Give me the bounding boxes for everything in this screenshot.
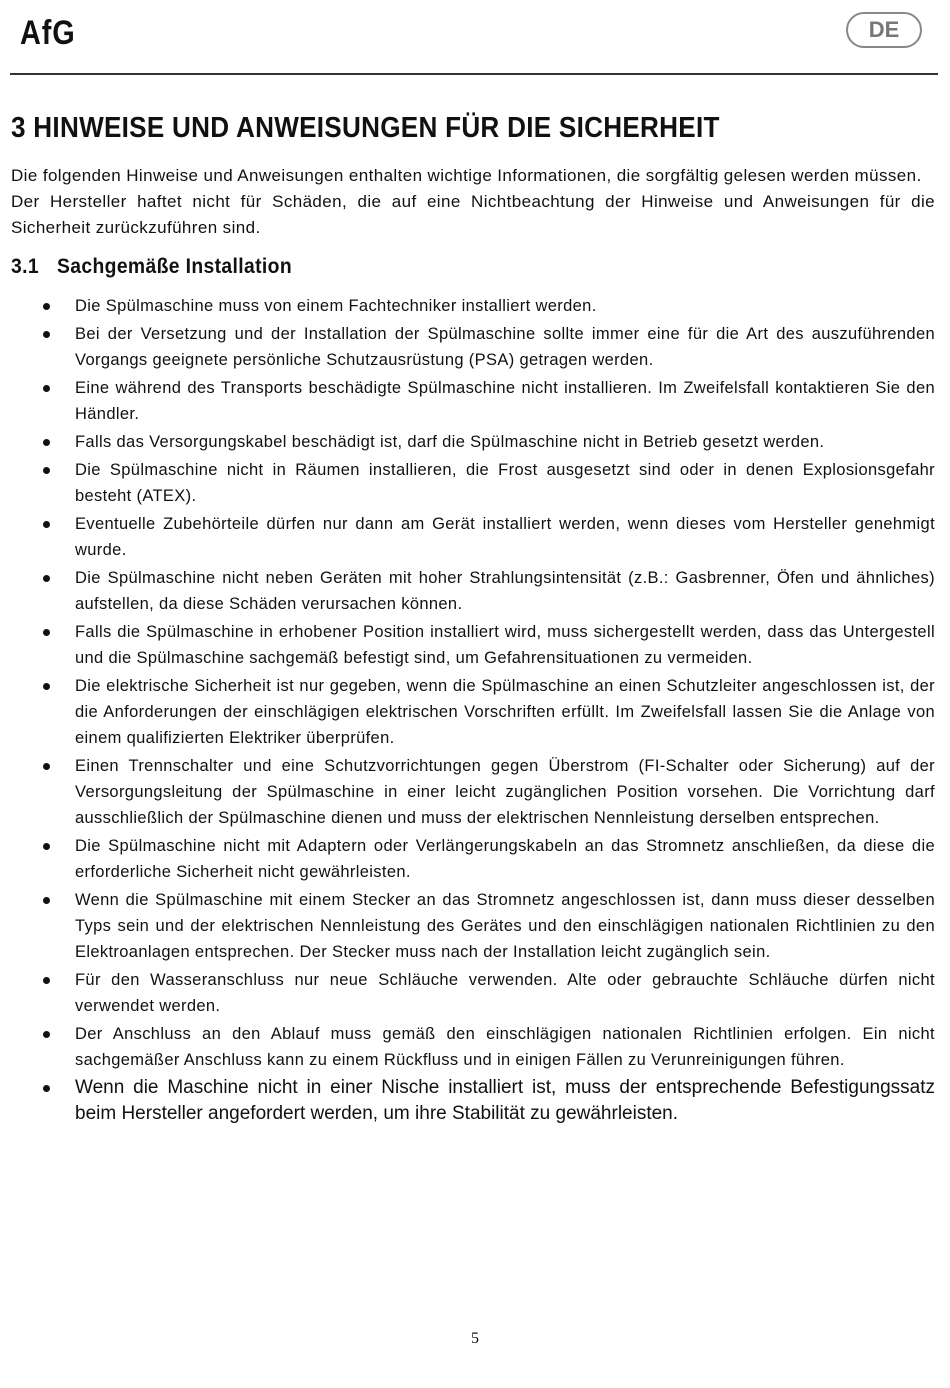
subsection-heading [11, 255, 861, 279]
bullet-icon [43, 521, 50, 528]
list-item-text: Falls die Spülmaschine in erhobener Position installiert wird, muss sichergestellt werden, dass das Untergestell und die Spülmaschine sachgemäß befestigt sind, um Gefahrensituationen zu vermeiden. [75, 623, 935, 667]
section-title: 3 HINWEISE UND ANWEISUNGEN FÜR DIE SICHERHEIT [11, 112, 720, 144]
list-item [11, 511, 935, 563]
list-item [11, 967, 935, 1019]
section-intro [11, 163, 935, 241]
list-item [11, 833, 935, 885]
intro-paragraph: Der Hersteller haftet nicht für Schäden, die auf eine Nichtbeachtung der Hinweise und Anweisungen für die Sicherheit zurückzuführen sind. [11, 192, 935, 237]
bullet-icon [43, 683, 50, 690]
page-header [0, 0, 950, 76]
bullet-icon [43, 843, 50, 850]
bullet-icon [43, 575, 50, 582]
bullet-icon [43, 385, 50, 392]
bullet-icon [43, 763, 50, 770]
list-item-text: Falls das Versorgungskabel beschädigt ist, darf die Spülmaschine nicht in Betrieb gesetzt werden. [75, 433, 825, 451]
list-item [11, 753, 935, 831]
list-item-text: Eventuelle Zubehörteile dürfen nur dann am Gerät installiert werden, wenn dieses vom Hersteller genehmigt wurde. [75, 515, 935, 559]
list-item-text: Wenn die Maschine nicht in einer Nische installiert ist, muss der entsprechende Befestigungssatz beim Hersteller angefordert werden, um ihre Stabilität zu gewährleisten. [75, 1077, 935, 1124]
list-item-text: Bei der Versetzung und der Installation der Spülmaschine sollte immer eine für die Art des auszuführenden Vorgangs geeignete persönliche Schutzausrüstung (PSA) getragen werden. [75, 325, 935, 369]
list-item [11, 1075, 935, 1127]
list-item-text: Für den Wasseranschluss nur neue Schläuche verwenden. Alte oder gebrauchte Schläuche dürfen nicht verwendet werden. [75, 971, 935, 1015]
brand-logo: AfG [20, 14, 76, 52]
list-item-text: Die Spülmaschine muss von einem Fachtechniker installiert werden. [75, 297, 597, 315]
bullet-icon [43, 331, 50, 338]
list-item [11, 429, 935, 455]
list-item-text: Eine während des Transports beschädigte Spülmaschine nicht installieren. Im Zweifelsfall kontaktieren Sie den Händler. [75, 379, 935, 423]
list-item [11, 1021, 935, 1073]
list-item-text: Die Spülmaschine nicht mit Adaptern oder Verlängerungskabeln an das Stromnetz anschließen, da diese die erforderliche Sicherheit nicht gewährleisten. [75, 837, 935, 881]
bullet-icon [43, 1031, 50, 1038]
bullet-icon [43, 897, 50, 904]
subsection-number: 3.1 [11, 255, 39, 278]
document-body [11, 112, 935, 1129]
list-item [11, 673, 935, 751]
bullet-icon [43, 1085, 50, 1092]
header-divider [10, 73, 938, 75]
list-item-text: Die Spülmaschine nicht neben Geräten mit hoher Strahlungsintensität (z.B.: Gasbrenner, Öfen und ähnliches) aufstellen, da diese Schäden verursachen können. [75, 569, 935, 613]
list-item-text: Die Spülmaschine nicht in Räumen installieren, die Frost ausgesetzt sind oder in denen Explosionsgefahr besteht (ATEX). [75, 461, 935, 505]
bullet-icon [43, 977, 50, 984]
list-item [11, 887, 935, 965]
list-item [11, 457, 935, 509]
bullet-icon [43, 439, 50, 446]
language-badge: DE [846, 12, 922, 48]
list-item [11, 293, 935, 319]
list-item-text: Die elektrische Sicherheit ist nur gegeben, wenn die Spülmaschine an einen Schutzleiter angeschlossen ist, der die Anforderungen der einschlägigen elektrischen Vorschriften erfüllt. Im Zweifelsfall lassen Sie die Anlage von einem qualifizierten Elektriker überprüfen. [75, 677, 935, 747]
list-item [11, 619, 935, 671]
list-item-text: Der Anschluss an den Ablauf muss gemäß den einschlägigen nationalen Richtlinien erfolgen. Ein nicht sachgemäßer Anschluss kann zu einem Rückfluss und in einigen Fällen zu Verunreinigungen führen. [75, 1025, 935, 1069]
list-item-text: Einen Trennschalter und eine Schutzvorrichtungen gegen Überstrom (FI-Schalter oder Sicherung) auf der Versorgungsleitung der Spülmaschine in einer leicht zugänglichen Position vorsehen. Die Vorrichtung darf ausschließlich der Spülmaschine dienen und muss der elektrischen Nennleistung derselben entsprechen. [75, 757, 935, 827]
list-item [11, 375, 935, 427]
page-number: 5 [471, 1330, 479, 1347]
list-item [11, 565, 935, 617]
safety-list [11, 293, 935, 1127]
subsection-title: Sachgemäße Installation [57, 255, 293, 278]
list-item [11, 321, 935, 373]
bullet-icon [43, 629, 50, 636]
bullet-icon [43, 303, 50, 310]
list-item-text: Wenn die Spülmaschine mit einem Stecker an das Stromnetz angeschlossen ist, dann muss dieser desselben Typs sein und der elektrischen Nennleistung des Gerätes und den einschlägigen nationalen Richtlinien zu den Elektroanlagen entsprechen. Der Stecker muss nach der Installation leicht zugänglich sein. [75, 891, 935, 961]
bullet-icon [43, 467, 50, 474]
intro-paragraph: Die folgenden Hinweise und Anweisungen enthalten wichtige Informationen, die sorgfältig gelesen werden müssen. [11, 166, 922, 185]
